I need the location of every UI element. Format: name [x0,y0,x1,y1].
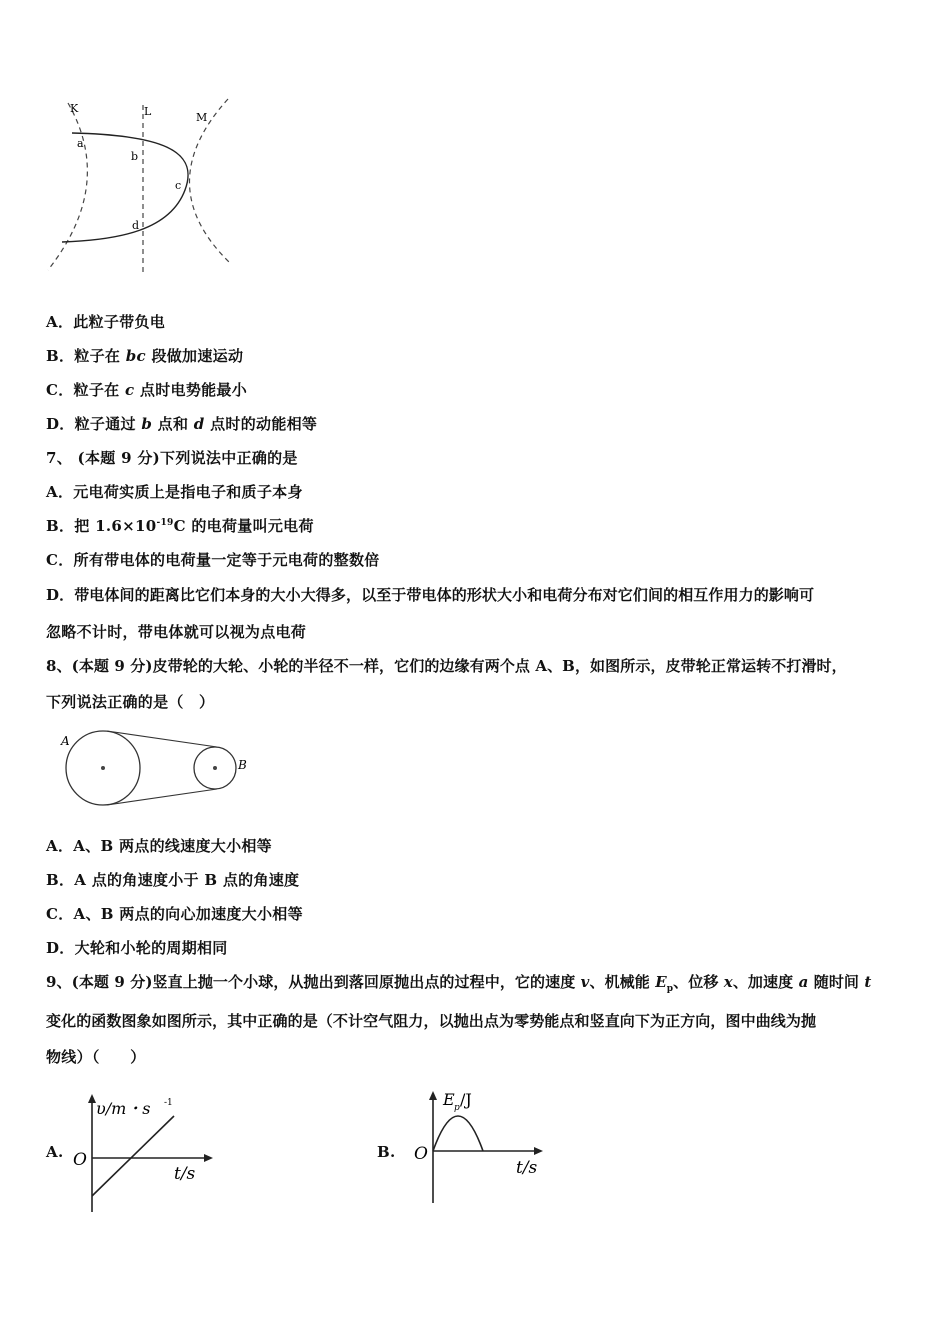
graph-b-ylabel-unit: /J [460,1090,472,1109]
q9-graph-b-option: B. [377,1143,396,1161]
q9-stem-mid2: 、位移 [673,973,724,991]
small-wheel-center [213,766,217,770]
belt-pulley-svg [55,726,265,811]
graph-b-x-arrow [534,1147,543,1155]
belt-top [107,731,217,747]
q7-option-b [46,515,314,536]
q6-option-d-mid: 点和 [152,415,194,433]
q6-option-b [46,345,243,366]
q6-option-a: A．此粒子带负电 [46,313,166,331]
graph-a-origin: O [73,1150,87,1170]
label-c: c [175,179,182,192]
q6-option-c-pre: C．粒子在 [46,381,125,399]
q8-stem-line2: 下列说法正确的是（ ） [46,693,215,711]
label-d: d [132,219,140,232]
q9-stem-pre: 9、(本题 9 分)竖直上抛一个小球，从抛出到落回原抛出点的过程中，它的速度 [46,973,581,991]
q9-graph-a-option: A. [46,1143,64,1161]
graph-b-ylabel-E: E [443,1090,455,1109]
q6-option-d [46,413,317,434]
graph-b-svg [410,1083,550,1213]
q8-option-c: C．A、B 两点的向心加速度大小相等 [46,905,303,923]
q7-stem: 7、 (本题 9 分)下列说法中正确的是 [46,449,298,467]
q8-option-b: B．A 点的角速度小于 B 点的角速度 [46,871,300,889]
graph-b-curve [433,1116,483,1151]
q8-option-a: A．A、B 两点的线速度大小相等 [46,837,272,855]
q9-stem-mid3: 、加速度 [732,973,799,991]
graph-b-y-arrow [429,1091,437,1100]
q9-var-x: x [723,973,733,991]
q9-var-Ep-sub: p [666,984,674,994]
label-A: A [61,734,70,748]
graph-b-origin: O [414,1144,428,1164]
label-a: a [77,137,84,150]
q6-option-d-var2: d [193,415,205,433]
q9-stem-mid4: 随时间 [808,973,865,991]
q6-option-b-pre: B．粒子在 [46,347,126,365]
graph-b-ylabel-sub: p [454,1103,460,1113]
q9-graph-a [70,1090,220,1215]
q6-option-b-post: 段做加速运动 [145,347,244,365]
q6-option-c-var: c [124,381,135,399]
q6-option-d-post: 点时的动能相等 [204,415,318,433]
belt-pulley-figure [55,726,265,811]
q7-option-d-line2: 忽略不计时，带电体就可以视为点电荷 [46,623,307,641]
label-K: K [70,102,79,115]
belt-bottom [107,789,217,805]
label-B: B [238,758,247,772]
field-line-K [48,103,87,270]
graph-a-line [92,1116,174,1196]
q9-var-t: t [864,973,872,991]
q9-stem-line2: 变化的函数图象如图所示，其中正确的是（不计空气阻力，以抛出点为零势能点和竖直向下为正方向，图中曲线为抛 [46,1012,817,1030]
q7-option-c: C．所有带电体的电荷量一定等于元电荷的整数倍 [46,551,380,569]
q9-graph-b [410,1083,550,1213]
q6-option-b-var: bc [125,347,146,365]
q6-option-d-pre: D．粒子通过 [46,415,142,433]
graph-a-ylabel-exp: -1 [164,1098,173,1108]
label-M: M [196,111,208,124]
q9-var-a: a [798,973,809,991]
q9-stem-line3: 物线）（ ） [46,1048,146,1066]
graph-a-ylabel: υ/m・s [96,1099,151,1118]
q9-var-E: E [655,973,667,991]
large-wheel-center [101,766,105,770]
q7-option-b-pre: B．把 1.6×10 [46,517,157,535]
label-L: L [144,105,152,118]
q8-stem-line1: 8、(本题 9 分)皮带轮的大轮、小轮的半径不一样，它们的边缘有两个点 A、B，如图所示，皮带轮正常运转不打滑时， [46,657,847,675]
q9-stem-line1 [46,971,871,994]
graph-a-svg [70,1090,220,1215]
q6-option-c [46,379,247,400]
graph-a-x-arrow [204,1154,213,1162]
label-b: b [131,150,139,163]
q9-stem-mid1: 、机械能 [589,973,656,991]
field-trajectory-figure [40,95,240,280]
graph-b-xlabel: t/s [516,1158,538,1178]
q7-option-d-line1: D．带电体间的距离比它们本身的大小大得多，以至于带电体的形状大小和电荷分布对它们间的相互作用力的影响可 [46,586,815,604]
q8-option-d: D．大轮和小轮的周期相同 [46,939,228,957]
field-trajectory-svg [40,95,240,280]
q6-option-d-var1: b [141,415,153,433]
graph-a-xlabel: t/s [174,1164,196,1184]
q6-option-c-post: 点时电势能最小 [134,381,248,399]
graph-a-y-arrow [88,1094,96,1103]
q7-option-a: A．元电荷实质上是指电子和质子本身 [46,483,303,501]
q7-option-b-exp: -19 [156,518,174,528]
q7-option-b-post: C 的电荷量叫元电荷 [173,517,314,535]
q9-var-v: v [580,973,590,991]
